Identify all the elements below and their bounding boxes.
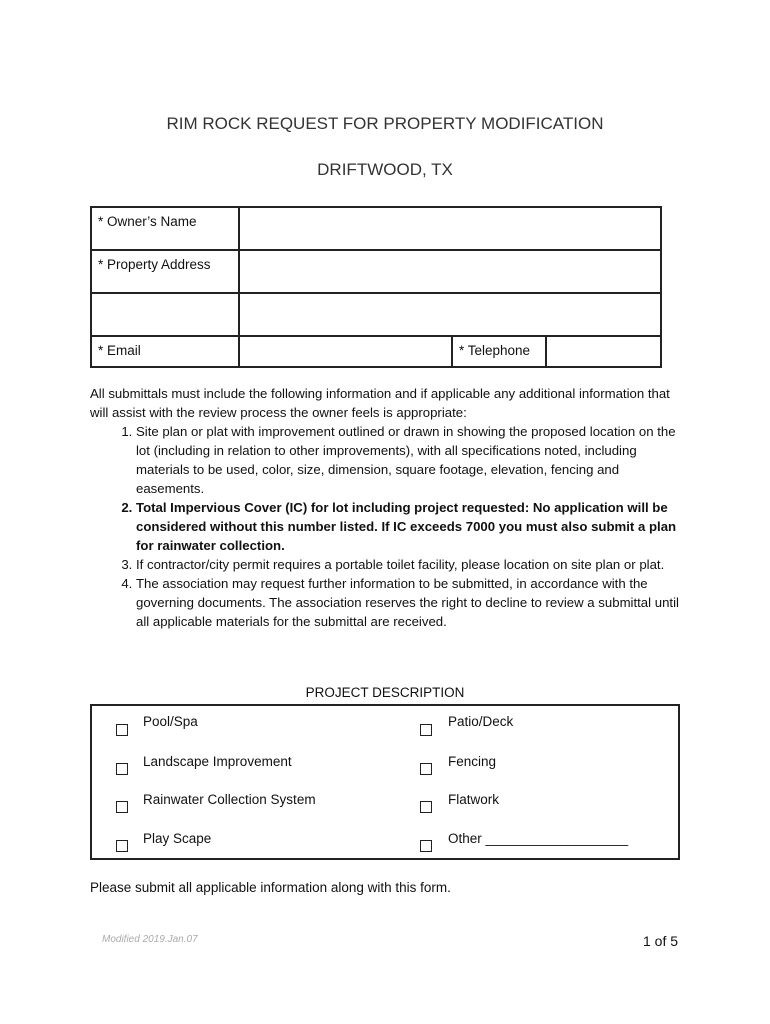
submit-note: Please submit all applicable information along with this form. — [90, 880, 451, 895]
owner-name-field[interactable] — [239, 207, 661, 250]
modified-date: Modified 2019.Jan.07 — [102, 934, 198, 945]
telephone-field[interactable] — [546, 336, 661, 367]
instruction-item: 3. If contractor/city permit requires a portable toilet facility, please location on site plan or plat. — [136, 555, 690, 574]
pool-spa-label: Pool/Spa — [143, 714, 198, 729]
other-checkbox[interactable] — [420, 840, 432, 852]
rainwater-checkbox[interactable] — [116, 801, 128, 813]
instructions-intro: All submittals must include the following information and if applicable any additional information that will assist with the review process the owner feels is appropriate: — [90, 386, 670, 420]
patio-deck-label: Patio/Deck — [448, 714, 514, 729]
fencing-label: Fencing — [448, 754, 497, 769]
flatwork-checkbox[interactable] — [420, 801, 432, 813]
pool-spa-checkbox[interactable] — [116, 724, 128, 736]
flatwork-label: Flatwork — [448, 792, 500, 807]
play-scape-label: Play Scape — [143, 831, 212, 846]
rainwater-label: Rainwater Collection System — [143, 792, 316, 807]
instructions — [90, 384, 690, 631]
owner-name-label: * Owner’s Name — [91, 207, 239, 250]
project-options-box — [90, 704, 680, 860]
instruction-item: 1. Site plan or plat with improvement outlined or drawn in showing the proposed location on the lot (including in relation to other improvements), with all specifications noted, including materials to be used, color, size, dimension, square footage, elevation, fencing and easements. — [136, 422, 690, 498]
landscape-checkbox[interactable] — [116, 763, 128, 775]
landscape-label: Landscape Improvement — [143, 754, 292, 769]
play-scape-checkbox[interactable] — [116, 840, 128, 852]
document-location: DRIFTWOOD, TX — [317, 160, 453, 179]
email-label: * Email — [91, 336, 239, 367]
other-label: Other ___________________ — [448, 831, 629, 846]
document-title: RIM ROCK REQUEST FOR PROPERTY MODIFICATION — [166, 114, 604, 133]
property-address-field[interactable] — [239, 250, 661, 293]
patio-deck-checkbox[interactable] — [420, 724, 432, 736]
instruction-item: 4. The association may request further information to be submitted, in accordance with the governing documents. The association reserves the right to decline to review a submittal until all applicable materials for the submittal are received. — [136, 574, 690, 631]
instruction-item: 2. Total Impervious Cover (IC) for lot including project requested: No application will be considered without this number listed. If IC exceeds 7000 you must also submit a plan for rainwater collection. — [136, 498, 690, 555]
property-address-label: * Property Address — [91, 250, 239, 293]
page-number: 1 of 5 — [643, 933, 679, 949]
fencing-checkbox[interactable] — [420, 763, 432, 775]
project-description-title: PROJECT DESCRIPTION — [305, 685, 465, 700]
address-extra-label — [91, 293, 239, 336]
email-field[interactable] — [239, 336, 452, 367]
owner-info-table — [90, 206, 662, 368]
telephone-label: * Telephone — [452, 336, 546, 367]
instructions-list — [90, 422, 690, 631]
property-address-field-line2[interactable] — [239, 293, 661, 336]
